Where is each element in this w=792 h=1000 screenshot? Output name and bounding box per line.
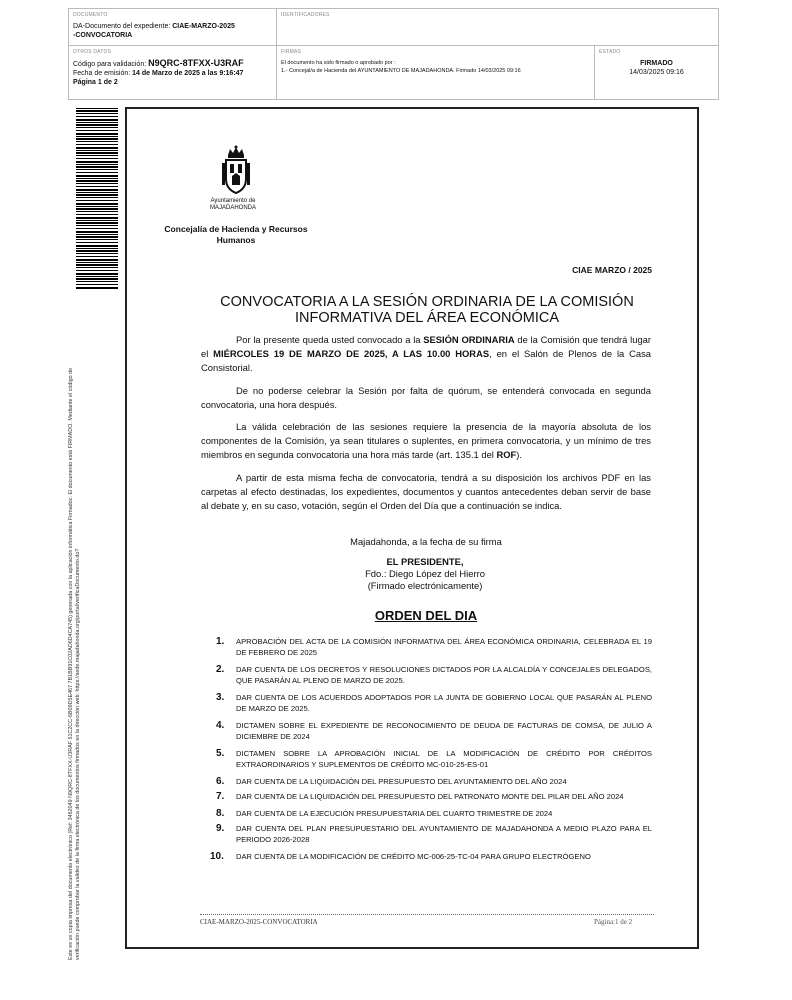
otros-datos-label: OTROS DATOS — [73, 49, 112, 55]
paragraph-4: A partir de esta misma fecha de convocatoria, tendrá a su disposición los archivos PDF en las carpetas al efecto destinadas, los expedientes, documentos y cuantos antecedentes deban servir de base al debate y, en su caso, votación, según el Orden del Día que a continuación se indica. — [201, 472, 651, 511]
agenda-item-text: DAR CUENTA DE LOS ACUERDOS ADOPTADOS POR LA JUNTA DE GOBIERNO LOCAL QUE PASARÁN AL PLENO DE MARZO DE 2025. — [236, 693, 652, 713]
agenda-item-text: DAR CUENTA DE LA LIQUIDACIÓN DEL PRESUPUESTO DEL PATRONATO MONTE DEL PILAR DEL AÑO 2024 — [236, 792, 624, 801]
emission-date: Fecha de emisión: 14 de Marzo de 2025 a las 9:16:47 — [73, 70, 244, 77]
vertical-line-1: Este es un copia impresa del documento electrónico (Ref: 3462049 N9QRC-8TFXX-U3RAF 51C2CC-6B09D5E467 7B1BB91C02AD6D4CA745) generada con la aplicación informática Firmadoc. El documento está FIRMADO. Mediante el código de — [68, 367, 74, 960]
place-date-line: Majadahonda, a la fecha de su firma — [350, 536, 502, 547]
agenda-item — [214, 748, 652, 770]
firmas-line-1: El documento ha sido firmado o aprobado por : — [281, 60, 396, 66]
signer-role: EL PRESIDENTE, — [386, 556, 464, 567]
agenda-item — [214, 776, 652, 787]
agenda-item-text: DAR CUENTA DE LA LIQUIDACIÓN DEL PRESUPUESTO DEL AYUNTAMIENTO DEL AÑO 2024 — [236, 777, 567, 786]
paragraph-2: De no poderse celebrar la Sesión por falta de quórum, se entenderá convocada en segunda convocatoria, una hora después. — [201, 385, 651, 410]
footer-document-name: CIAE-MARZO-2025-CONVOCATORIA — [200, 918, 318, 926]
agenda-item-number: 3. — [216, 692, 225, 703]
paragraph-3: La válida celebración de las sesiones requiere la presencia de la mayoría absoluta de los componentes de la Comisión, ya sean titulares o suplentes, en primera convocatoria, y un mínimo de tres miembros en segunda convocatoria una hora más tarde (art. 135.1 del ROF). — [201, 421, 651, 460]
agenda-item — [214, 823, 652, 845]
agenda-title: ORDEN DEL DIA — [374, 608, 478, 623]
signer-name: Fdo.: Diego López del Hierro — [365, 568, 485, 579]
agenda-item-number: 4. — [216, 720, 225, 731]
agenda-item-number: 8. — [216, 808, 225, 819]
document-title: CONVOCATORIA A LA SESIÓN ORDINARIA DE LA COMISIÓN INFORMATIVA DEL ÁREA ECONÓMICA — [220, 294, 634, 326]
agenda-item-text: APROBACIÓN DEL ACTA DE LA COMISIÓN INFORMATIVA DEL ÁREA ECONÓMICA ORDINARIA, CELEBRADA EL 19 DE FEBRERO DE 2025 — [236, 637, 652, 657]
estado-cell — [595, 46, 718, 100]
municipality-logo-text: Ayuntamiento de MAJADAHONDA — [209, 198, 256, 211]
agenda-item — [214, 636, 652, 658]
agenda-item — [210, 851, 652, 862]
agenda-item-text: DAR CUENTA DE LA MODIFICACIÓN DE CRÉDITO MC-006-25-TC-04 PARA GRUPO ELECTRÓGENO — [236, 852, 591, 861]
agenda-item — [214, 791, 652, 802]
validation-code[interactable]: Código para validación: N9QRC-8TFXX-U3RAF — [73, 58, 244, 68]
barcode — [76, 108, 118, 290]
page-count: Página 1 de 2 — [73, 79, 118, 86]
agenda-item — [214, 692, 652, 714]
paragraph-1: Por la presente queda usted convocado a la SESIÓN ORDINARIA de la Comisión que tendrá lugar el MIÉRCOLES 19 DE MARZO DE 2025, A LAS 10.00 HORAS, en el Salón de Plenos de la Casa Consistorial. — [201, 334, 652, 373]
department-name: Concejalía de Hacienda y Recursos Humanos — [164, 224, 308, 245]
agenda-item-text: DAR CUENTA DEL PLAN PRESUPUESTARIO DEL AYUNTAMIENTO DE MAJADAHONDA A MEDIO PLAZO PARA EL PERIODO 2026-2028 — [236, 824, 652, 844]
agenda-item-number: 9. — [216, 823, 225, 834]
footer-divider — [200, 914, 654, 915]
footer-page-number: Página:1 de 2 — [594, 918, 633, 926]
agenda-item-number: 1. — [216, 636, 225, 647]
agenda-item-text: DAR CUENTA DE LOS DECRETOS Y RESOLUCIONES DICTADOS POR LA ALCALDÍA Y CONCEJALES DELEGADOS, QUE PASARÁN AL PLENO DE MARZO DE 2025. — [236, 665, 652, 685]
signature-note: (Firmado electrónicamente) — [367, 580, 483, 591]
firmas-cell — [277, 46, 595, 100]
agenda-item-number: 10. — [210, 851, 224, 862]
coat-of-arms-icon — [218, 145, 254, 197]
agenda-item-text: DICTAMEN SOBRE LA APROBACIÓN INICIAL DE LA MODIFICACIÓN DE CRÉDITO POR CRÉDITOS EXTRAORDINARIOS Y SUPLEMENTOS DE CRÉDITO MC-010-25-ES-01 — [236, 749, 652, 769]
agenda-item — [214, 808, 652, 819]
firmas-label: FIRMAS — [281, 49, 302, 55]
identificadores-cell — [277, 9, 718, 46]
agenda-item-text: DICTAMEN SOBRE EL EXPEDIENTE DE RECONOCIMIENTO DE DEUDA DE FACTURAS DE COMSA, DE JULIO A DICIEMBRE DE 2024 — [236, 721, 652, 741]
document-header — [68, 8, 719, 100]
estado-value: FIRMADO — [640, 60, 673, 67]
agenda-item-number: 2. — [216, 664, 225, 675]
documento-cell — [69, 9, 277, 46]
vertical-line-2: verificación puede comprobar la validez de la firma electrónica de los documentos firmados en la dirección web: https://sede.majadahonda.org/portal/verificaDocumento.do? — [75, 548, 81, 960]
vertical-verification-text — [68, 260, 82, 960]
reference-code: CIAE MARZO / 2025 — [572, 265, 652, 275]
estado-label: ESTADO — [599, 49, 621, 55]
signature-block — [300, 556, 550, 592]
agenda-list — [210, 636, 652, 862]
agenda-item-number: 7. — [216, 791, 225, 802]
agenda-item-text: DAR CUENTA DE LA EJECUCIÓN PRESUPUESTARIA DEL CUARTO TRIMESTRE DE 2024 — [236, 809, 553, 818]
agenda-item — [214, 720, 652, 742]
firmas-line-2: 1.- Concejal/a de Hacienda del AYUNTAMIENTO DE MAJADAHONDA. Firmado 14/03/2025 09:16 — [281, 68, 521, 74]
documento-value: DA-Documento del expediente: CIAE-MARZO-2025 -CONVOCATORIA — [73, 23, 235, 39]
documento-label: DOCUMENTO — [73, 12, 108, 18]
agenda-item-number: 5. — [216, 748, 225, 759]
agenda-item-number: 6. — [216, 776, 225, 787]
identificadores-label: IDENTIFICADORES — [281, 12, 330, 18]
estado-date: 14/03/2025 09:16 — [629, 69, 684, 76]
otros-datos-cell — [69, 46, 277, 100]
agenda-item — [214, 664, 652, 686]
